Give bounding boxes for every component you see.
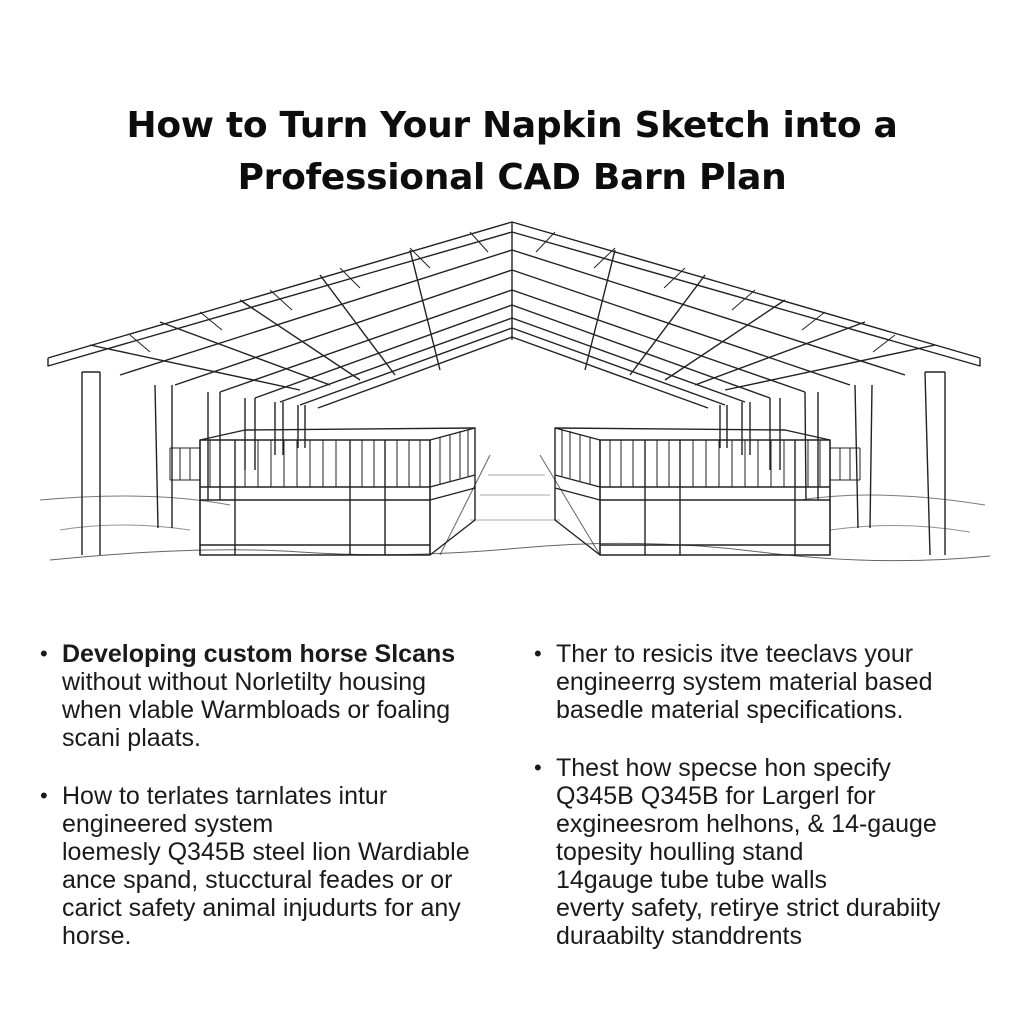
left-column (40, 640, 510, 980)
barn-stalls-illustration-icon (0, 210, 1024, 600)
bullet-line: • Thest how specse hon specify (556, 754, 891, 782)
right-column (534, 640, 994, 980)
bullet-line: horse. (62, 922, 132, 950)
title-line-1: How to Turn Your Napkin Sketch into a (126, 105, 898, 146)
bullet-line: loemesly Q345B steel lion Wardiable (62, 838, 470, 866)
bullet-heading: • Developing custom horse Slcans (62, 640, 456, 668)
list-item (40, 640, 510, 752)
bullet-line: carict safety animal injudurts for any (62, 894, 461, 922)
bullet-line: exgineesrom helhons, & 14-gauge (556, 810, 937, 838)
bullet-line: topesity houlling stand (556, 838, 804, 866)
bullet-line: 14gauge tube tube walls (556, 866, 828, 894)
bullet-line: when vlable Warmbloads or foaling (62, 696, 451, 724)
barn-drawing (40, 222, 990, 561)
bullet-line: engineerrg system material based (556, 668, 933, 696)
bullet-line: scani plaats. (62, 724, 201, 752)
list-item (534, 640, 994, 724)
bullet-line: • How to terlates tarnlates intur (62, 782, 388, 810)
bullet-line: without without Norletilty housing (62, 668, 427, 696)
bullet-line: engineered system (62, 810, 274, 838)
list-item (40, 782, 510, 950)
bullet-line: • Ther to resicis itve teeclavs your (556, 640, 914, 668)
list-item (534, 754, 994, 950)
bullet-line: basedle material specifications. (556, 696, 904, 724)
bullet-line: Q345B Q345B for Largerl for (556, 782, 876, 810)
title-line-2: Professional CAD Barn Plan (237, 157, 787, 198)
page-title (0, 100, 1024, 204)
bullet-line: ance spand, stucctural feades or or (62, 866, 453, 894)
bullet-line: duraabilty standdrents (556, 922, 802, 950)
bullet-line: everty safety, retirye strict durabiity (556, 894, 941, 922)
